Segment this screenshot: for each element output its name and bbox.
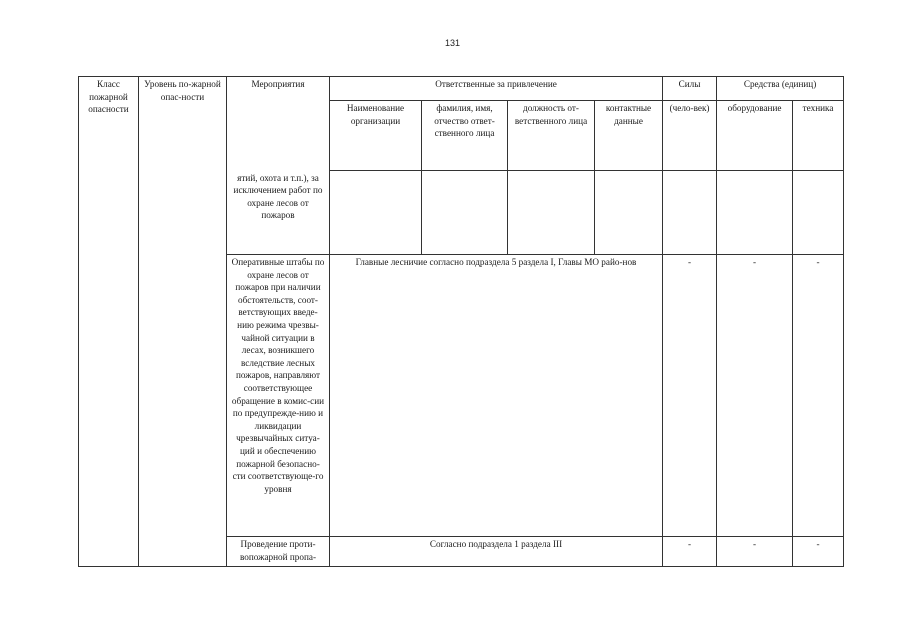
subheader-contact: контактные данные xyxy=(595,101,663,171)
equipment-cell: - xyxy=(717,255,793,537)
subheader-name: фамилия, имя, отчество ответ-ственного лица xyxy=(422,101,508,171)
subheader-equipment: оборудование xyxy=(717,101,793,171)
responsible-name-cell xyxy=(422,171,508,255)
subheader-people: (чело-век) xyxy=(663,101,717,171)
equipment-cell: - xyxy=(717,537,793,567)
people-cell: - xyxy=(663,255,717,537)
measure-cell: Оперативные штабы по охране лесов от пожаров при наличии обстоятельств, соот-ветствующих введе-нию режима чрезвы-чайной ситуации в лесах, возникшего вследствие лесных пожаров, направляют соответствующее обращение в комис-сии по предупрежде-нию и ликвидации чрезвычайных ситуа-ций и обеспечению пожарной безопасно-сти соответствующе-го уровня xyxy=(227,255,330,537)
table-row xyxy=(79,537,844,567)
header-measures: Мероприятия xyxy=(227,77,330,171)
vehicles-cell: - xyxy=(793,537,844,567)
header-responsible: Ответственные за привлечение xyxy=(330,77,663,101)
equipment-cell xyxy=(717,171,793,255)
level-cell xyxy=(139,537,227,567)
responsible-cell: Согласно подраздела 1 раздела III xyxy=(330,537,663,567)
header-level: Уровень по-жарной опас-ности xyxy=(139,77,227,255)
header-forces: Силы xyxy=(663,77,717,101)
people-cell: - xyxy=(663,537,717,567)
class-cell xyxy=(79,255,139,537)
responsible-position-cell xyxy=(508,171,595,255)
measure-cell: Проведение проти-вопожарной пропа- xyxy=(227,537,330,567)
people-cell xyxy=(663,171,717,255)
page-number: 131 xyxy=(444,38,461,48)
table-row xyxy=(79,255,844,537)
subheader-vehicles: техника xyxy=(793,101,844,171)
vehicles-cell: - xyxy=(793,255,844,537)
level-cell xyxy=(139,255,227,537)
responsible-org-cell xyxy=(330,171,422,255)
vehicles-cell xyxy=(793,171,844,255)
measure-cell: ятий, охота и т.п.), за исключением работ по охране лесов от пожаров xyxy=(227,171,330,255)
header-means: Средства (единиц) xyxy=(717,77,844,101)
responsible-contact-cell xyxy=(595,171,663,255)
responsible-cell: Главные лесничие согласно подраздела 5 раздела I, Главы МО райо-нов xyxy=(330,255,663,537)
class-cell xyxy=(79,537,139,567)
subheader-position: должность от-ветственного лица xyxy=(508,101,595,171)
header-class: Класс пожарной опасности xyxy=(79,77,139,255)
fire-measures-table xyxy=(78,76,844,567)
subheader-organization: Наименование организации xyxy=(330,101,422,171)
